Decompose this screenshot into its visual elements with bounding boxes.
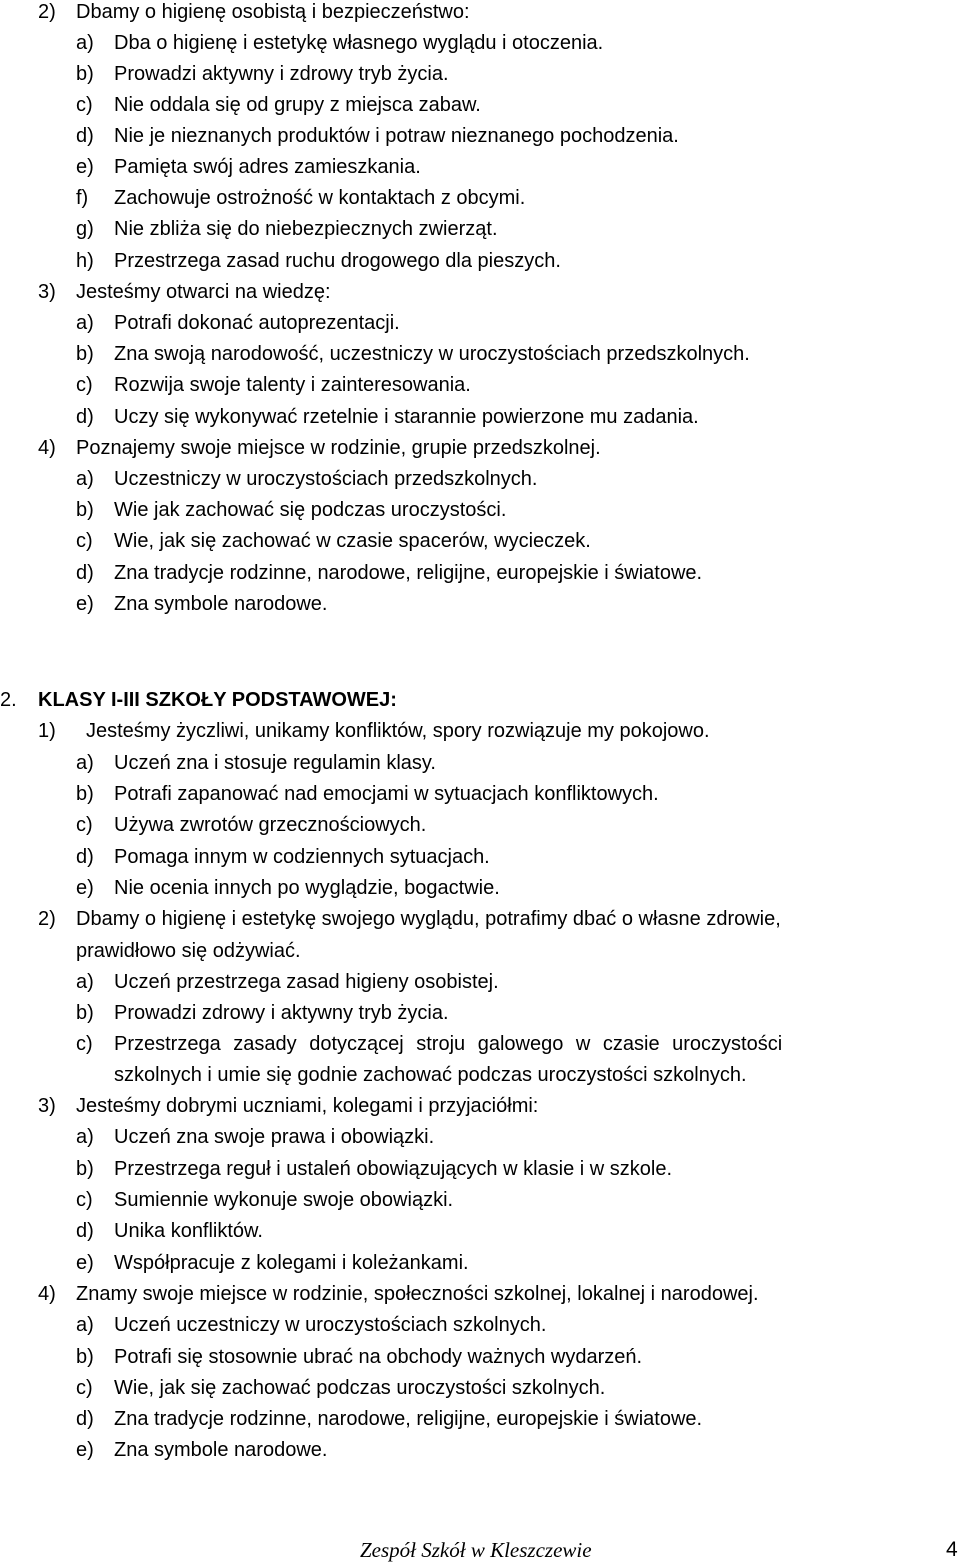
item-text: Współpracuje z kolegami i koleżankami. xyxy=(114,1252,469,1274)
group-number: 1) xyxy=(38,720,56,742)
group-number: 4) xyxy=(38,1283,56,1305)
item-letter: a) xyxy=(76,468,94,490)
item-letter: h) xyxy=(76,250,94,272)
item-text: Uczestniczy w uroczystościach przedszkolnych. xyxy=(114,468,538,490)
item-letter: d) xyxy=(76,406,94,428)
group-title: Dbamy o higienę i estetykę swojego wyglądu, potrafimy dbać o własne zdrowie, xyxy=(76,908,781,930)
item-letter: a) xyxy=(76,312,94,334)
group-number: 3) xyxy=(38,1095,56,1117)
item-text: Sumiennie wykonuje swoje obowiązki. xyxy=(114,1189,454,1211)
item-letter: e) xyxy=(76,1439,94,1461)
item-text: Wie, jak się zachować w czasie spacerów, wycieczek. xyxy=(114,530,591,552)
item-text: Nie je nieznanych produktów i potraw nieznanego pochodzenia. xyxy=(114,125,679,147)
item-letter: b) xyxy=(76,499,94,521)
item-letter: c) xyxy=(76,530,93,552)
item-letter: e) xyxy=(76,877,94,899)
item-text: Potrafi dokonać autoprezentacji. xyxy=(114,312,400,334)
item-text: Prowadzi aktywny i zdrowy tryb życia. xyxy=(114,63,449,85)
item-text: Unika konfliktów. xyxy=(114,1220,263,1242)
item-text: Używa zwrotów grzecznościowych. xyxy=(114,814,427,836)
item-text-line-2: szkolnych i umie się godnie zachować podczas uroczystości szkolnych. xyxy=(114,1064,747,1086)
item-text: Nie oddala się od grupy z miejsca zabaw. xyxy=(114,94,481,116)
item-text: Zna swoją narodowość, uczestniczy w uroczystościach przedszkolnych. xyxy=(114,343,750,365)
item-text: Pamięta swój adres zamieszkania. xyxy=(114,156,421,178)
item-letter: d) xyxy=(76,1408,94,1430)
item-text: Wie, jak się zachować podczas uroczystości szkolnych. xyxy=(114,1377,606,1399)
item-text: Zna tradycje rodzinne, narodowe, religijne, europejskie i światowe. xyxy=(114,562,703,584)
item-text: Przestrzega zasad ruchu drogowego dla pieszych. xyxy=(114,250,561,272)
item-text: Uczeń zna i stosuje regulamin klasy. xyxy=(114,752,436,774)
item-letter: c) xyxy=(76,1377,93,1399)
group-title-line-2: prawidłowo się odżywiać. xyxy=(76,940,301,962)
item-text: Wie jak zachować się podczas uroczystości. xyxy=(114,499,507,521)
item-letter: b) xyxy=(76,63,94,85)
item-letter: a) xyxy=(76,971,94,993)
item-letter: b) xyxy=(76,1002,94,1024)
item-text: Uczeń uczestniczy w uroczystościach szkolnych. xyxy=(114,1314,547,1336)
item-letter: d) xyxy=(76,562,94,584)
item-letter: f) xyxy=(76,187,89,209)
item-letter: a) xyxy=(76,32,94,54)
item-letter: a) xyxy=(76,1126,94,1148)
item-text: Prowadzi zdrowy i aktywny tryb życia. xyxy=(114,1002,449,1024)
item-letter: g) xyxy=(76,218,94,240)
item-text: Zna symbole narodowe. xyxy=(114,1439,328,1461)
item-letter: e) xyxy=(76,593,94,615)
item-text: Rozwija swoje talenty i zainteresowania. xyxy=(114,374,471,396)
item-text: Uczy się wykonywać rzetelnie i starannie powierzone mu zadania. xyxy=(114,406,699,428)
item-letter: d) xyxy=(76,1220,94,1242)
item-text: Potrafi zapanować nad emocjami w sytuacjach konfliktowych. xyxy=(114,783,659,805)
group-number: 3) xyxy=(38,281,56,303)
item-letter: a) xyxy=(76,752,94,774)
item-letter: b) xyxy=(76,1346,94,1368)
item-text: Zna symbole narodowe. xyxy=(114,593,328,615)
group-title: Jesteśmy dobrymi uczniami, kolegami i przyjaciółmi: xyxy=(76,1095,539,1117)
footer-page-number: 4 xyxy=(946,1538,958,1561)
item-letter: c) xyxy=(76,94,93,116)
item-text: Dba o higienę i estetykę własnego wyglądu i otoczenia. xyxy=(114,32,604,54)
item-letter: b) xyxy=(76,1158,94,1180)
item-letter: a) xyxy=(76,1314,94,1336)
item-text: Nie zbliża się do niebezpiecznych zwierząt. xyxy=(114,218,498,240)
item-text: Uczeń zna swoje prawa i obowiązki. xyxy=(114,1126,435,1148)
item-letter: c) xyxy=(76,1189,93,1211)
group-title: Znamy swoje miejsce w rodzinie, społeczności szkolnej, lokalnej i narodowej. xyxy=(76,1283,759,1305)
item-text: Zachowuje ostrożność w kontaktach z obcymi. xyxy=(114,187,526,209)
item-text: Przestrzega reguł i ustaleń obowiązujących w klasie i w szkole. xyxy=(114,1158,673,1180)
group-title: Jesteśmy życzliwi, unikamy konfliktów, spory rozwiązuje my pokojowo. xyxy=(86,720,710,742)
section-number: 2. xyxy=(0,689,17,711)
item-letter: b) xyxy=(76,343,94,365)
item-text: Potrafi się stosownie ubrać na obchody ważnych wydarzeń. xyxy=(114,1346,643,1368)
group-number: 2) xyxy=(38,908,56,930)
group-title: Poznajemy swoje miejsce w rodzinie, grupie przedszkolnej. xyxy=(76,437,601,459)
item-letter: b) xyxy=(76,783,94,805)
group-number: 4) xyxy=(38,437,56,459)
group-title: Jesteśmy otwarci na wiedzę: xyxy=(76,281,331,303)
item-letter: c) xyxy=(76,1033,93,1055)
item-text: Uczeń przestrzega zasad higieny osobistej. xyxy=(114,971,499,993)
item-letter: c) xyxy=(76,374,93,396)
item-text: Pomaga innym w codziennych sytuacjach. xyxy=(114,846,490,868)
item-text: Zna tradycje rodzinne, narodowe, religijne, europejskie i światowe. xyxy=(114,1408,703,1430)
item-letter: d) xyxy=(76,846,94,868)
group-number: 2) xyxy=(38,1,56,23)
group-title: Dbamy o higienę osobistą i bezpieczeństwo: xyxy=(76,1,470,23)
item-letter: d) xyxy=(76,125,94,147)
section-title: KLASY I-III SZKOŁY PODSTAWOWEJ: xyxy=(38,689,397,711)
item-letter: e) xyxy=(76,156,94,178)
item-letter: c) xyxy=(76,814,93,836)
footer-school-name: Zespół Szkół w Kleszczewie xyxy=(360,1538,592,1562)
item-letter: e) xyxy=(76,1252,94,1274)
item-text: Przestrzega zasady dotyczącej stroju galowego w czasie uroczystości xyxy=(114,1033,783,1055)
item-text: Nie ocenia innych po wyglądzie, bogactwie. xyxy=(114,877,500,899)
